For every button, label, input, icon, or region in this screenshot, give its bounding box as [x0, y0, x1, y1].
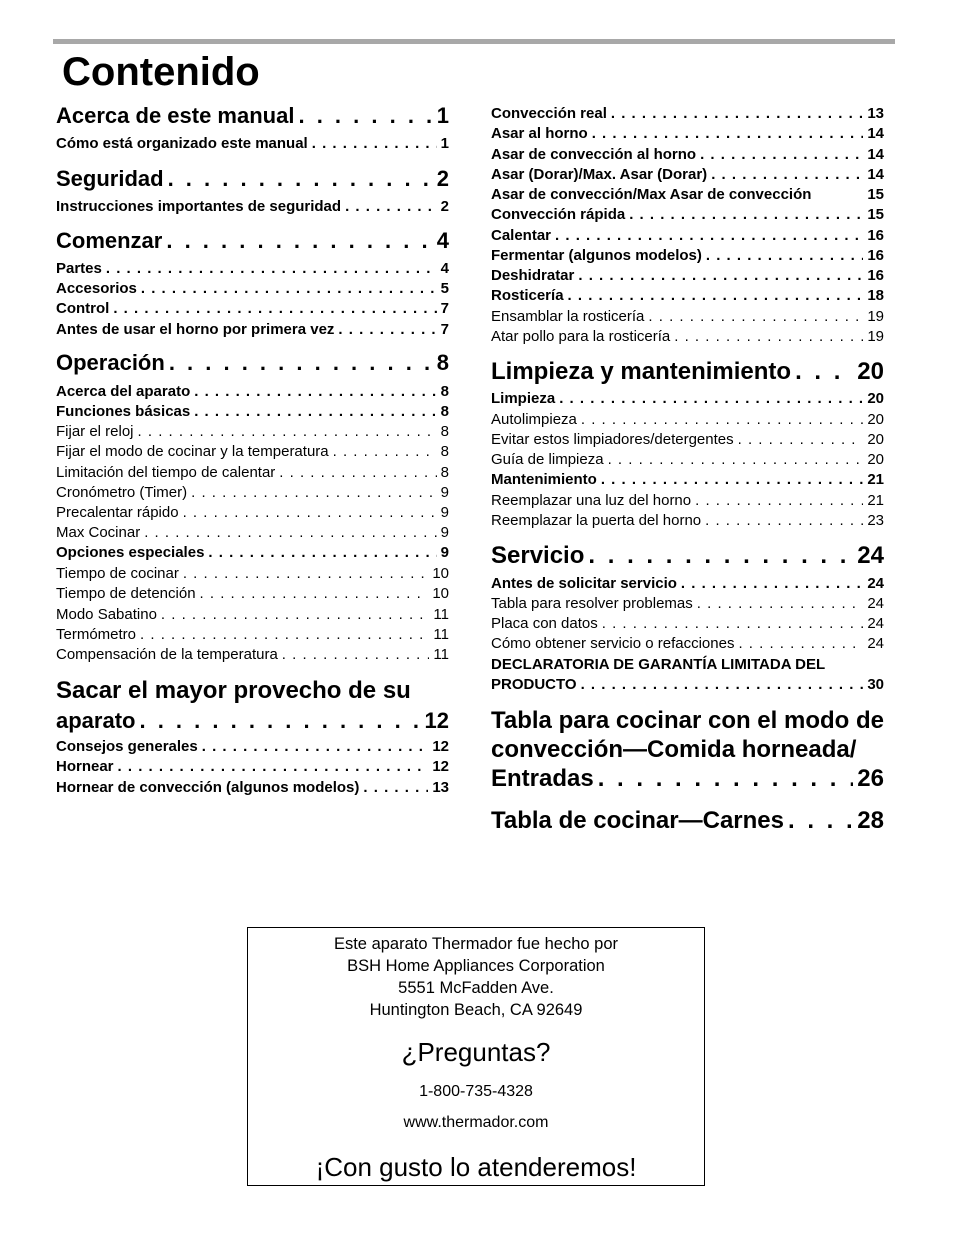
toc-subsection-entry[interactable] — [491, 266, 884, 286]
toc-section-entry[interactable] — [491, 541, 884, 571]
dot-leader — [113, 299, 436, 319]
toc-page-number: 23 — [867, 512, 884, 529]
toc-entry-title: Placa con datos — [491, 615, 598, 632]
toc-page-number: 9 — [440, 524, 449, 541]
toc-entry-title: Antes de usar el horno por primera vez — [56, 321, 335, 338]
toc-section-entry[interactable] — [56, 164, 449, 194]
toc-page-number: 14 — [867, 166, 884, 183]
toc-subsection-entry[interactable] — [56, 584, 449, 604]
toc-subsection-entry[interactable] — [56, 523, 449, 543]
toc-section-entry[interactable] — [56, 226, 449, 256]
toc-page-number: 8 — [440, 403, 449, 420]
dot-leader — [200, 584, 429, 604]
toc-section-entry[interactable] — [491, 357, 884, 387]
toc-subsection-entry[interactable] — [491, 491, 884, 511]
toc-page-number: 14 — [867, 125, 884, 142]
dot-leader — [279, 463, 436, 483]
toc-entry-title: Cómo obtener servicio o refacciones — [491, 635, 735, 652]
toc-page-number: 30 — [867, 676, 884, 693]
toc-entry-title: Asar al horno — [491, 125, 588, 142]
toc-entry-title: Consejos generales — [56, 738, 198, 755]
dot-leader — [363, 778, 428, 798]
dot-leader — [183, 503, 437, 523]
toc-entry-title: Instrucciones importantes de seguridad — [56, 198, 342, 215]
dot-leader — [601, 470, 863, 490]
address-line: 5551 McFadden Ave. — [398, 979, 554, 997]
toc-subsection-entry[interactable] — [491, 205, 884, 225]
toc-page-number: 16 — [867, 227, 884, 244]
dot-leader — [333, 442, 437, 462]
toc-subsection-entry[interactable] — [56, 625, 449, 645]
toc-page-number: 7 — [440, 321, 449, 338]
toc-page-number: 4 — [436, 228, 449, 253]
toc-page-number: 24 — [867, 595, 884, 612]
questions-heading: ¿Preguntas? — [401, 1037, 551, 1067]
toc-entry-title: Comenzar — [56, 228, 163, 253]
dot-leader — [141, 279, 437, 299]
dot-leader — [705, 511, 863, 531]
toc-page-number: 20 — [867, 411, 884, 428]
toc-entry-title: PRODUCTO — [491, 676, 577, 693]
toc-subsection-entry[interactable] — [491, 614, 884, 634]
toc-entry-title: Mantenimiento — [491, 471, 597, 488]
toc-page-number: 1 — [440, 135, 449, 152]
toc-page-number: 2 — [440, 198, 449, 215]
toc-page-number: 20 — [867, 451, 884, 468]
dot-leader — [681, 574, 863, 594]
closing-message: ¡Con gusto lo atenderemos! — [315, 1152, 637, 1182]
toc-entry-title: Fijar el reloj — [56, 423, 134, 440]
dot-leader — [555, 226, 863, 246]
toc-entry-title: Fijar el modo de cocinar y la temperatura — [56, 443, 329, 460]
toc-entry-line — [491, 655, 884, 675]
toc-subsection-entry[interactable] — [491, 286, 884, 306]
toc-subsection-entry[interactable] — [491, 246, 884, 266]
toc-entry-title: Reemplazar la puerta del horno — [491, 512, 702, 529]
toc-subsection-entry[interactable] — [56, 605, 449, 625]
dot-leader — [208, 543, 436, 563]
dot-leader — [588, 541, 853, 571]
dot-leader — [298, 101, 432, 131]
toc-entry-title: Atar pollo para la rosticería — [491, 328, 671, 345]
toc-page-number: 11 — [433, 626, 449, 643]
toc-page-number: 8 — [440, 423, 449, 440]
toc-page-number: 24 — [857, 542, 884, 569]
dot-leader — [700, 145, 863, 165]
dot-leader — [202, 737, 429, 757]
toc-page-number: 15 — [867, 186, 884, 203]
toc-subsection-entry[interactable] — [491, 145, 884, 165]
toc-subsection-entry[interactable] — [56, 463, 449, 483]
toc-page-number: 24 — [867, 635, 884, 652]
dot-leader — [138, 422, 437, 442]
dot-leader — [194, 382, 436, 402]
toc-subsection-entry[interactable] — [56, 778, 449, 798]
toc-subsection-entry[interactable] — [56, 503, 449, 523]
toc-entry-title: DECLARATORIA DE GARANTÍA LIMITADA DEL — [491, 656, 826, 673]
toc-entry-title: Accesorios — [56, 280, 137, 297]
toc-subsection-entry[interactable] — [56, 543, 449, 563]
toc-subsection-entry[interactable] — [56, 645, 449, 665]
toc-page-number: 24 — [867, 575, 884, 592]
toc-subsection-entry[interactable] — [56, 259, 449, 279]
toc-page-number: 16 — [867, 267, 884, 284]
toc-page-number: 12 — [432, 738, 449, 755]
toc-subsection-entry[interactable] — [491, 450, 884, 470]
toc-subsection-entry[interactable] — [56, 134, 449, 154]
toc-subsection-entry[interactable] — [491, 104, 884, 124]
dot-leader — [578, 266, 863, 286]
dot-leader — [169, 348, 433, 378]
toc-subsection-entry[interactable] — [56, 757, 449, 777]
toc-subsection-entry[interactable] — [56, 422, 449, 442]
toc-subsection-entry[interactable] — [491, 389, 884, 409]
dot-leader — [629, 205, 863, 225]
dot-leader — [140, 625, 429, 645]
toc-entry-title: Partes — [56, 260, 102, 277]
toc-page-number: 13 — [867, 105, 884, 122]
toc-page-number: 8 — [436, 350, 449, 375]
toc-page-number: 16 — [867, 247, 884, 264]
toc-subsection-entry[interactable] — [491, 675, 884, 695]
toc-subsection-entry[interactable] — [491, 574, 884, 594]
dot-leader — [559, 389, 863, 409]
toc-page-number: 2 — [436, 166, 449, 191]
toc-subsection-entry[interactable] — [491, 410, 884, 430]
toc-entry-title: Termómetro — [56, 626, 137, 643]
dot-leader — [282, 645, 430, 665]
dot-leader — [144, 523, 436, 543]
toc-page-number: 12 — [424, 708, 449, 733]
toc-entry-title: Convección real — [491, 105, 607, 122]
dot-leader — [191, 483, 437, 503]
dot-leader — [106, 259, 437, 279]
address-line: BSH Home Appliances Corporation — [347, 957, 605, 975]
toc-subsection-entry[interactable] — [56, 320, 449, 340]
toc-page-number: 13 — [432, 779, 449, 796]
toc-page-number: 24 — [867, 615, 884, 632]
toc-subsection-entry[interactable] — [56, 483, 449, 503]
toc-subsection-entry[interactable] — [56, 299, 449, 319]
toc-section-entry[interactable] — [56, 101, 449, 131]
dot-leader — [168, 164, 433, 194]
toc-entry-title: Convección rápida — [491, 206, 626, 223]
dot-leader — [338, 320, 436, 340]
dot-leader — [738, 634, 863, 654]
top-rule — [53, 39, 895, 44]
dot-leader — [674, 327, 863, 347]
toc-subsection-entry[interactable] — [491, 124, 884, 144]
toc-entry-title: Operación — [56, 350, 165, 375]
toc-subsection-entry[interactable] — [56, 382, 449, 402]
toc-entry-title: Deshidratar — [491, 267, 575, 284]
toc-section-entry[interactable] — [491, 764, 884, 794]
dot-leader — [795, 357, 853, 387]
toc-page-number: 15 — [867, 206, 884, 223]
toc-page-number: 26 — [857, 765, 884, 792]
toc-entry-title: Cronómetro (Timer) — [56, 484, 188, 501]
address-line: Huntington Beach, CA 92649 — [369, 1001, 583, 1019]
dot-leader — [568, 286, 864, 306]
toc-entry-title: Autolimpieza — [491, 411, 577, 428]
toc-entry-title: Funciones básicas — [56, 403, 191, 420]
phone-number: 1-800-735-4328 — [419, 1083, 533, 1100]
toc-entry-title: Acerca del aparato — [56, 383, 191, 400]
toc-heading-line: Tabla para cocinar con el modo de — [491, 707, 884, 734]
toc-entry-title: Calentar — [491, 227, 552, 244]
toc-page-number: 20 — [867, 431, 884, 448]
toc-section-entry[interactable] — [56, 706, 449, 736]
toc-page-number: 11 — [433, 606, 449, 623]
dot-leader — [581, 410, 863, 430]
toc-entry-title: Tabla de cocinar—Carnes — [491, 807, 784, 834]
toc-subsection-entry[interactable] — [491, 226, 884, 246]
toc-entry-title: Entradas — [491, 765, 594, 792]
toc-page-number: 9 — [440, 484, 449, 501]
toc-entry-title: Tiempo de detención — [56, 585, 196, 602]
toc-page-number: 21 — [867, 492, 884, 509]
toc-page-number: 21 — [867, 471, 884, 488]
toc-entry-title: Opciones especiales — [56, 544, 205, 561]
toc-page-number: 14 — [867, 146, 884, 163]
dot-leader — [602, 614, 864, 634]
dot-leader — [161, 605, 430, 625]
dot-leader — [695, 491, 863, 511]
toc-entry-title: Hornear de convección (algunos modelos) — [56, 779, 360, 796]
toc-page-number: 19 — [867, 328, 884, 345]
dot-leader — [183, 564, 428, 584]
toc-entry-title: Limitación del tiempo de calentar — [56, 464, 276, 481]
toc-entry-title: Tiempo de cocinar — [56, 565, 179, 582]
toc-page-number: 19 — [867, 308, 884, 325]
address-line: Este aparato Thermador fue hecho por — [333, 935, 619, 953]
toc-page-number: 8 — [440, 464, 449, 481]
dot-leader — [706, 246, 863, 266]
toc-entry-title: Rosticería — [491, 287, 564, 304]
toc-subsection-entry[interactable] — [491, 634, 884, 654]
toc-page-number: 9 — [440, 504, 449, 521]
dot-leader — [648, 307, 863, 327]
toc-page-number: 7 — [440, 300, 449, 317]
toc-subsection-entry[interactable] — [56, 402, 449, 422]
toc-page-number: 12 — [432, 758, 449, 775]
toc-page-number: 8 — [440, 443, 449, 460]
toc-page-number: 4 — [440, 260, 449, 277]
toc-page-number: 20 — [867, 390, 884, 407]
toc-page-number: 1 — [436, 103, 449, 128]
toc-subsection-entry[interactable] — [56, 737, 449, 757]
toc-entry-title: Compensación de la temperatura — [56, 646, 278, 663]
toc-entry-title: aparato — [56, 708, 136, 733]
toc-subsection-entry[interactable] — [491, 430, 884, 450]
toc-section-entry[interactable] — [56, 348, 449, 378]
toc-entry-title: Guía de limpieza — [491, 451, 604, 468]
dot-leader — [166, 226, 432, 256]
dot-leader — [697, 594, 864, 614]
dot-leader — [711, 165, 863, 185]
toc-entry-title: Hornear — [56, 758, 114, 775]
toc-entry-title: Tabla para resolver problemas — [491, 595, 693, 612]
dot-leader — [592, 124, 864, 144]
toc-subsection-entry[interactable] — [56, 564, 449, 584]
toc-page-number: 28 — [857, 807, 884, 834]
dot-leader — [581, 675, 864, 695]
dot-leader — [788, 806, 853, 836]
toc-entry-title: Acerca de este manual — [56, 103, 295, 128]
contact-box — [247, 927, 705, 1186]
toc-heading-line: Sacar el mayor provecho de su — [56, 677, 411, 704]
toc-page-number: 8 — [440, 383, 449, 400]
toc-entry-title: Cómo está organizado este manual — [56, 135, 308, 152]
toc-subsection-entry[interactable] — [491, 307, 884, 327]
toc-page-number: 11 — [433, 646, 449, 663]
website-link[interactable]: www.thermador.com — [403, 1114, 549, 1131]
toc-subsection-entry[interactable] — [491, 470, 884, 490]
toc-entry-title: Asar de convección al horno — [491, 146, 697, 163]
toc-section-entry[interactable] — [491, 806, 884, 836]
toc-subsection-entry[interactable] — [56, 279, 449, 299]
toc-entry-title: Reemplazar una luz del horno — [491, 492, 692, 509]
dot-leader — [194, 402, 436, 422]
dot-leader — [611, 104, 863, 124]
toc-page-number: 5 — [440, 280, 449, 297]
dot-leader — [139, 706, 420, 736]
dot-leader — [118, 757, 429, 777]
toc-entry-title: Fermentar (algunos modelos) — [491, 247, 702, 264]
dot-leader — [312, 134, 437, 154]
toc-page-number: 10 — [432, 565, 449, 582]
toc-entry-title: Servicio — [491, 542, 585, 569]
toc-entry-title: Control — [56, 300, 110, 317]
toc-page-number: 18 — [867, 287, 884, 304]
toc-entry-title: Precalentar rápido — [56, 504, 179, 521]
toc-subsection-entry[interactable] — [56, 442, 449, 462]
toc-page-number: 10 — [432, 585, 449, 602]
toc-subsection-entry[interactable] — [491, 185, 884, 205]
toc-page-number: 20 — [857, 358, 884, 385]
toc-entry-title: Max Cocinar — [56, 524, 141, 541]
dot-leader — [345, 197, 437, 217]
toc-subsection-entry[interactable] — [491, 511, 884, 531]
toc-subsection-entry[interactable] — [491, 594, 884, 614]
toc-entry-title: Seguridad — [56, 166, 164, 191]
dot-leader — [738, 430, 864, 450]
toc-subsection-entry[interactable] — [491, 165, 884, 185]
dot-leader — [608, 450, 864, 470]
toc-subsection-entry[interactable] — [491, 327, 884, 347]
toc-entry-title: Limpieza — [491, 390, 556, 407]
toc-entry-title: Evitar estos limpiadores/detergentes — [491, 431, 734, 448]
toc-heading-line: convección—Comida horneada/ — [491, 736, 857, 763]
toc-entry-title: Asar (Dorar)/Max. Asar (Dorar) — [491, 166, 708, 183]
toc-entry-title: Limpieza y mantenimiento — [491, 358, 792, 385]
toc-subsection-entry[interactable] — [56, 197, 449, 217]
dot-leader — [598, 764, 854, 794]
toc-entry-title: Antes de solicitar servicio — [491, 575, 677, 592]
toc-entry-title: Modo Sabatino — [56, 606, 157, 623]
toc-page-number: 9 — [440, 544, 449, 561]
manufacturer-address — [248, 933, 704, 1021]
toc-entry-title: Ensamblar la rosticería — [491, 308, 645, 325]
page-title: Contenido — [62, 50, 260, 94]
toc-entry-title: Asar de convección/Max Asar de convección — [491, 186, 812, 203]
